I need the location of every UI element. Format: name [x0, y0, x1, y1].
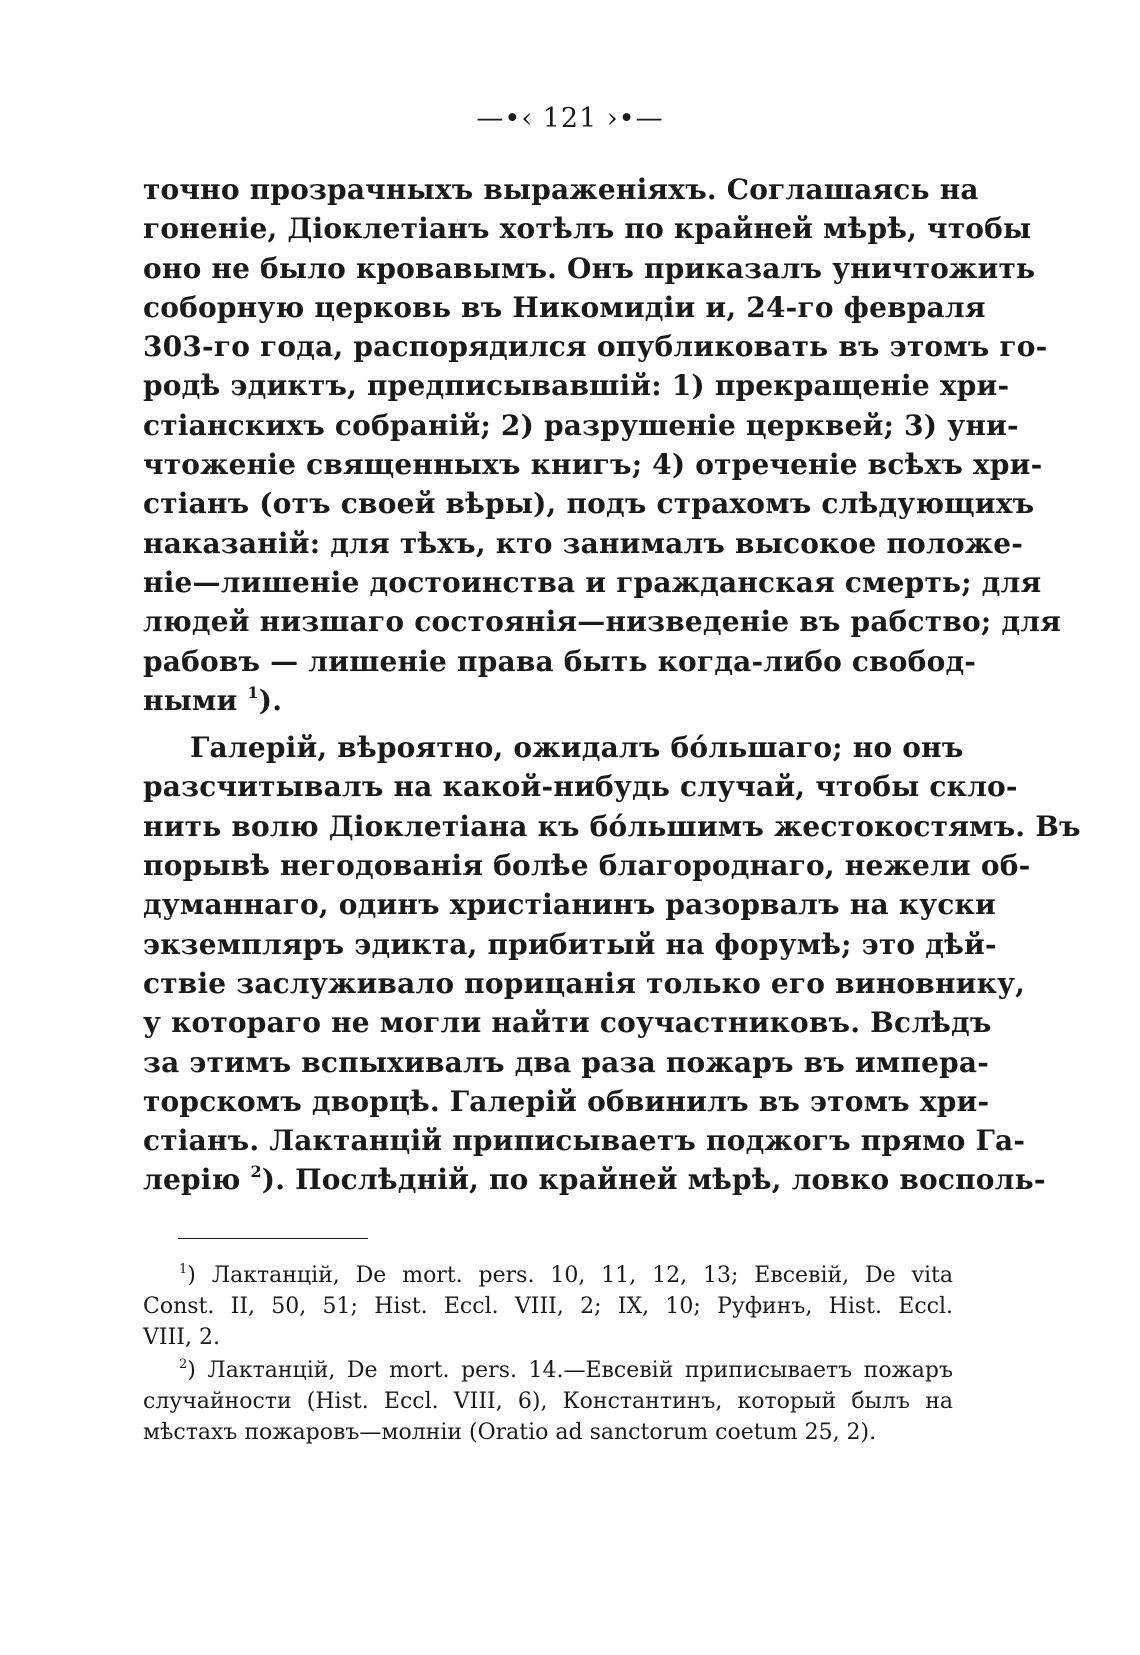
footnote-line: [143, 1355, 953, 1386]
text-line: наказаній: для тѣхъ, кто занималъ высокое положе-: [143, 526, 1024, 560]
footnote-marker: 2: [179, 1357, 188, 1372]
text-line: порывѣ негодованія болѣе благороднаго, нежели об-: [143, 849, 1031, 883]
text-line: гоненіе, Діоклетіанъ хотѣлъ по крайней мѣрѣ, чтобы: [143, 212, 1032, 246]
text-line: у котораго не могли найти соучастниковъ. Вслѣдъ: [143, 1006, 992, 1040]
footnote-divider: [178, 1238, 368, 1239]
footnote-line: мѣстахъ пожаровъ—молніи (Oratio ad sanctorum coetum 25, 2).: [143, 1420, 877, 1445]
text-line: оно не было кровавымъ. Онъ приказалъ уничтожить: [143, 251, 1036, 285]
text-line: людей низшаго состоянія—низведеніе въ рабство; для: [143, 605, 1062, 639]
main-text: [143, 170, 1081, 1200]
paragraph-1: [143, 170, 1062, 720]
text-line: 303-го года, распорядился опубликовать въ этомъ го-: [143, 330, 1048, 364]
text-line: чтоженіе священныхъ книгъ; 4) отреченіе всѣхъ хри-: [143, 448, 1043, 482]
text-line: ствіе заслуживало порицанія только его виновнику,: [143, 966, 1026, 1000]
text-line: ніе—лишеніе достоинства и гражданская смерть; для: [143, 565, 1042, 599]
text-line: стіанъ. Лактанцій приписываетъ поджогъ прямо Га-: [143, 1124, 1026, 1158]
footnote-line: Const. II, 50, 51; Hist. Eccl. VIII, 2; IX, 10; Руфинъ, Hist. Eccl.: [143, 1294, 953, 1319]
text-line-last: [143, 1160, 1046, 1199]
footnote-marker: 1: [179, 1262, 188, 1277]
footnote-line: [143, 1260, 953, 1291]
text-line: думаннаго, одинъ христіанинъ разорвалъ на куски: [143, 888, 996, 922]
text-line-first: Галерій, вѣроятно, ожидалъ бóльшаго; но онъ: [190, 731, 964, 765]
text-line: стіанъ (отъ своей вѣры), подъ страхомъ слѣдующихъ: [143, 487, 1035, 521]
footnote-1: [143, 1260, 953, 1353]
text-line: рабовъ — лишеніе права быть когда-либо свобод-: [143, 644, 977, 678]
text-line: точно прозрачныхъ выраженіяхъ. Соглашаясь на: [143, 173, 979, 206]
footnote-ref-2[interactable]: 2: [250, 1162, 262, 1182]
text-line: нить волю Діоклетіана къ бóльшимъ жестокостямъ. Въ: [143, 809, 1081, 843]
footnote-text: ) Лактанцій, De mort. pers. 14.—Евсевій приписываетъ пожаръ: [187, 1358, 953, 1383]
text-line: за этимъ вспыхивалъ два раза пожаръ въ импера-: [143, 1045, 990, 1079]
footnote-line: VIII, 2.: [143, 1325, 220, 1350]
paragraph-2: [143, 728, 1081, 1200]
footnotes: [143, 1260, 953, 1448]
page-number-header: —•‹ 121 ›•—: [476, 103, 664, 134]
footnote-line: случайности (Hist. Eccl. VIII, 6), Константинъ, который былъ на: [143, 1389, 953, 1414]
text-line: стіанскихъ собраній; 2) разрушеніе церквей; 3) уни-: [143, 408, 1019, 442]
paragraph-gap: [143, 720, 953, 728]
text-line: торскомъ дворцѣ. Галерій обвинилъ въ этомъ хри-: [143, 1084, 990, 1118]
footnote-text: ) Лактанцій, De mort. pers. 10, 11, 12, 13; Евсевій, De vita: [187, 1263, 953, 1288]
text-line: родѣ эдиктъ, предписывавшій: 1) прекращеніе хри-: [143, 369, 1010, 403]
text-line: разсчитывалъ на какой-нибудь случай, чтобы скло-: [143, 770, 1018, 804]
footnote-2: [143, 1355, 953, 1448]
text-line-last: [143, 681, 953, 720]
line-text: лерію: [143, 1163, 251, 1197]
line-tail: ).: [258, 683, 283, 717]
text-line: соборную церковь въ Никомидіи и, 24-го февраля: [143, 290, 986, 324]
line-text: ными: [143, 683, 248, 717]
line-tail: ). Послѣдній, по крайней мѣрѣ, ловко восполь-: [261, 1163, 1046, 1197]
footnote-ref-1[interactable]: 1: [247, 682, 259, 702]
text-line: экземпляръ эдикта, прибитый на форумѣ; это дѣй-: [143, 927, 997, 961]
